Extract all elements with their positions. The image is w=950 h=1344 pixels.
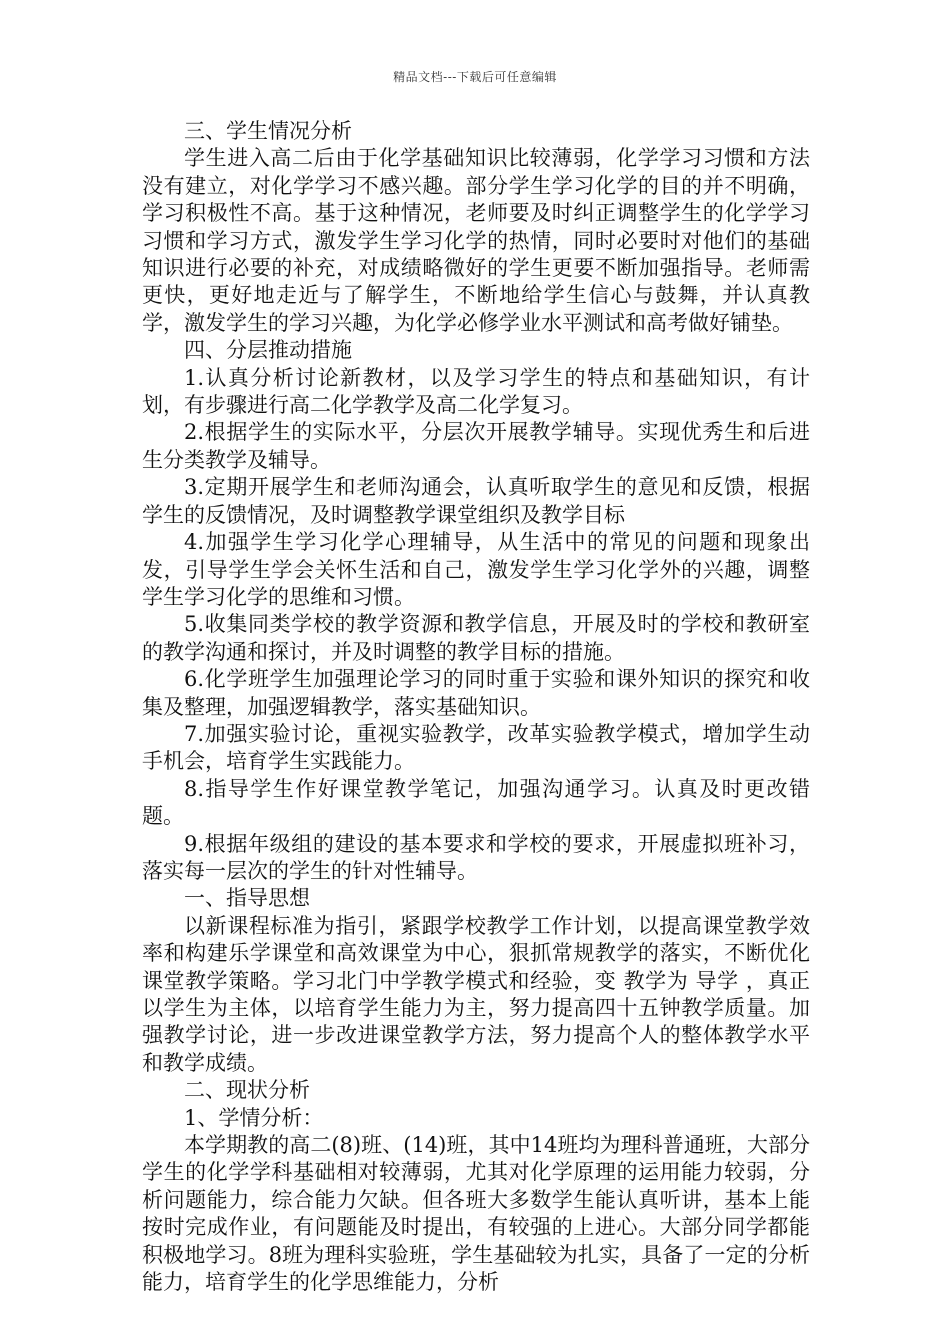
- section-heading-guiding-ideology: 一、指导思想: [184, 886, 310, 911]
- list-item: 4.加强学生学习化学心理辅导，从生活中的常见的问题和现象出发，引导学生学会关怀生活和自己，激发学生学习化学外的兴趣，调整学生学习化学的思维和习惯。: [142, 530, 810, 609]
- list-item: 8.指导学生作好课堂教学笔记，加强沟通学习。认真及时更改错题。: [142, 776, 810, 829]
- list-item: 7.加强实验讨论，重视实验教学，改革实验教学模式，增加学生动手机会，培育学生实践能力。: [142, 721, 810, 774]
- section-heading-status-analysis: 二、现状分析: [184, 1078, 310, 1103]
- section-heading-student-analysis: 三、学生情况分析: [184, 119, 352, 143]
- page-header-note: 精品文档---下载后可任意编辑: [393, 70, 557, 84]
- section-heading-measures: 四、分层推动措施: [184, 338, 352, 363]
- list-item: 2.根据学生的实际水平，分层次开展教学辅导。实现优秀生和后进生分类教学及辅导。: [142, 420, 810, 472]
- list-item: 3.定期开展学生和老师沟通会，认真听取学生的意见和反馈，根据学生的反馈情况，及时调整教学课堂组织及教学目标: [142, 475, 810, 527]
- paragraph: 学生进入高二后由于化学基础知识比较薄弱，化学学习习惯和方法没有建立，对化学学习不感兴趣。部分学生学习化学的目的并不明确，学习积极性不高。基于这种情况，老师要及时纠正调整学生的化学学习习惯和学习方式，激发学生学习化学的热情，同时必要时对他们的基础知识进行必要的补充，对成绩略微好的学生更要不断加强指导。老师需更快，更好地走近与了解学生，不断地给学生信心与鼓舞，并认真教学，激发学生的学习兴趣，为化学必修学业水平测试和高考做好铺垫。: [142, 146, 810, 335]
- list-item: 5.收集同类学校的教学资源和教学信息，开展及时的学校和教研室的教学沟通和探讨，并及时调整的教学目标的措施。: [142, 612, 810, 664]
- paragraph: 本学期教的高二(8)班、(14)班，其中14班均为理科普通班，大部分学生的化学学科基础相对较薄弱，尤其对化学原理的运用能力较弱，分析问题能力，综合能力欠缺。但各班大多数学生能认真听讲，基本上能按时完成作业，有问题能及时提出，有较强的上进心。大部分同学都能积极地学习。8班为理科实验班，学生基础较为扎实，具备了一定的分析能力，培育学生的化学思维能力，分析: [142, 1133, 810, 1295]
- list-item: 6.化学班学生加强理论学习的同时重于实验和课外知识的探究和收集及整理，加强逻辑教学，落实基础知识。: [142, 667, 810, 719]
- paragraph: 以新课程标准为指引，紧跟学校教学工作计划，以提高课堂教学效率和构建乐学课堂和高效课堂为中心，狠抓常规教学的落实，不断优化课堂教学策略。学习北门中学教学模式和经验，变 教学为 导学 ，真正以学生为主体，以培育学生能力为主，努力提高四十五钟教学质量。加强教学讨论，进一步改进课堂教学方法，努力提高个人的整体教学水平和教学成绩。: [142, 913, 810, 1075]
- subsection-heading-learning-analysis: 1、学情分析：: [184, 1105, 324, 1130]
- list-item: 1.认真分析讨论新教材，以及学习学生的特点和基础知识，有计划，有步骤进行高二化学教学及高二化学复习。: [142, 365, 810, 418]
- list-item: 9.根据年级组的建设的基本要求和学校的要求，开展虚拟班补习，落实每一层次的学生的针对性辅导。: [142, 831, 810, 883]
- document-body: [142, 118, 810, 1296]
